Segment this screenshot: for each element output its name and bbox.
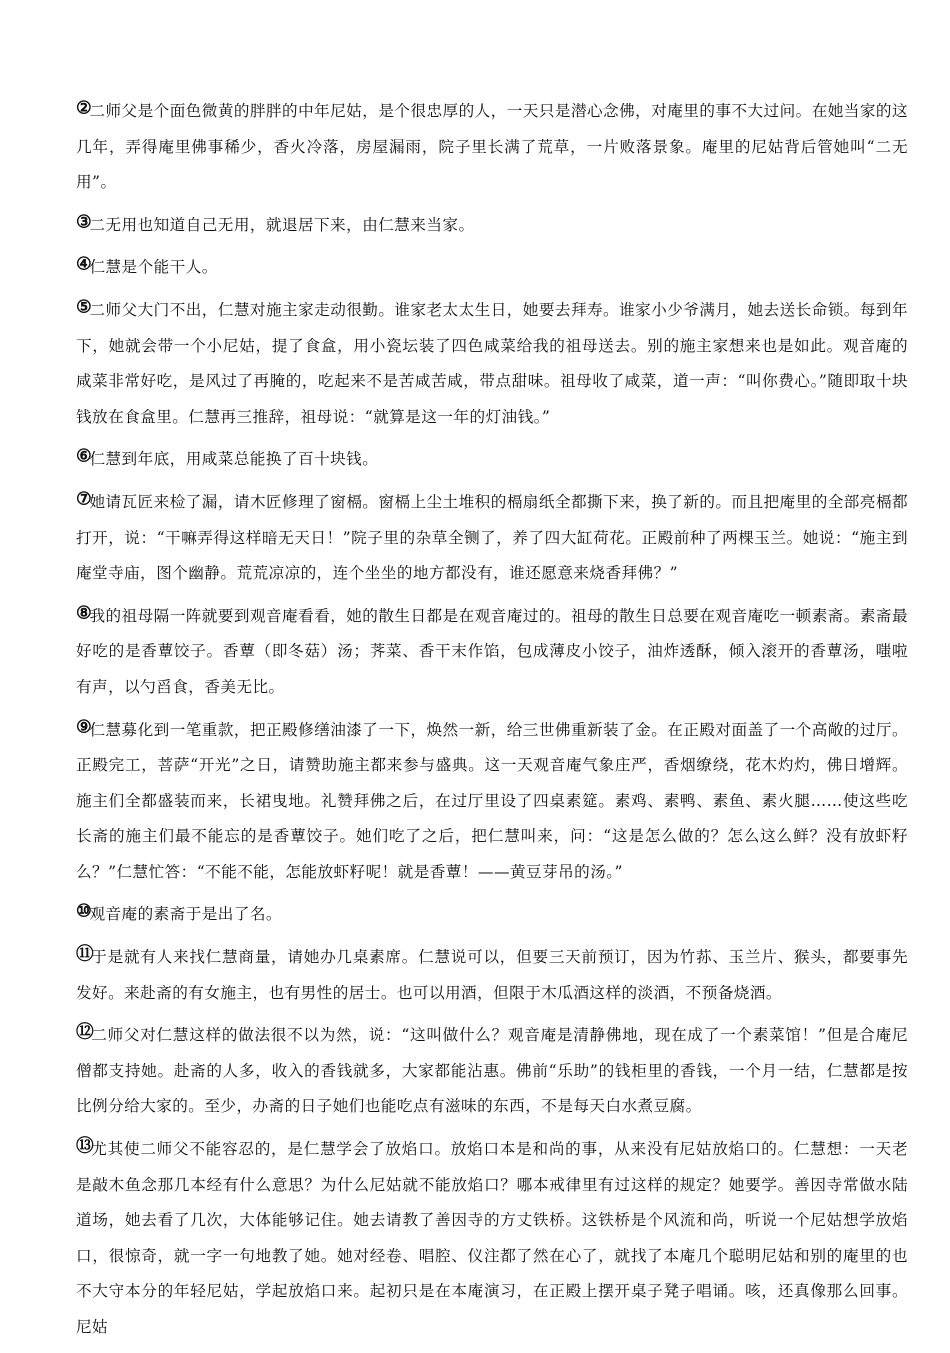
paragraph-7	[76, 485, 908, 592]
paragraph-number: ③	[76, 210, 91, 233]
paragraph-9	[76, 713, 908, 891]
paragraph-text: 二师父对仁慧这样的做法很不以为然，说：“这叫做什么？观音庵是清静佛地，现在成了一个素菜馆！”但是合庵尼僧都支持她。赴斋的人多，收入的香钱就多，大家都能沾惠。佛前“乐助”的钱柜里的香钱，一个月一结，仁慧都是按比例分给大家的。至少，办斋的日子她们也能吃点有滋味的东西，不是每天白水煮豆腐。	[76, 1026, 908, 1116]
paragraph-text: 我的祖母隔一阵就要到观音庵看看，她的散生日都是在观音庵过的。祖母的散生日总要在观音庵吃一顿素斋。素斋最好吃的是香蕈饺子。香蕈（即冬菇）汤；荠菜、香干末作馅，包成薄皮小饺子，油炸透酥，倾入滚开的香蕈汤，嗤啦有声，以勺舀食，香美无比。	[76, 606, 908, 696]
paragraph-3	[76, 208, 908, 244]
paragraph-text: 于是就有人来找仁慧商量，请她办几桌素席。仁慧说可以，但要三天前预订，因为竹荪、玉兰片、猴头，都要事先发好。来赴斋的有女施主，也有男性的居士。也可以用酒，但限于木瓜酒这样的淡酒，不预备烧酒。	[76, 948, 908, 1002]
paragraph-text: 观音庵的素斋于是出了名。	[89, 905, 282, 924]
paragraph-text: 二师父大门不出，仁慧对施主家走动很勤。谁家老太太生日，她要去拜寿。谁家小少爷满月，她去送长命锁。每到年下，她就会带一个小尼姑，提了食盒，用小瓷坛装了四色咸菜给我的祖母送去。别的施主家想来也是如此。观音庵的咸菜非常好吃，是风过了再腌的，吃起来不是苦咸苦咸，带点甜味。祖母收了咸菜，道一声：“叫你费心。”随即取十块钱放在食盒里。仁慧再三推辞，祖母说：“就算是这一年的灯油钱。”	[76, 300, 908, 426]
paragraph-text: 她请瓦匠来检了漏，请木匠修理了窗槅。窗槅上尘土堆积的槅扇纸全都撕下来，换了新的。而且把庵里的全部亮槅都打开，说：“干嘛弄得这样暗无天日！”院子里的杂草全铡了，养了四大缸荷花。正殿前种了两棵玉兰。她说：“施主到庵堂寺庙，图个幽静。荒荒凉凉的，连个坐坐的地方都没有，谁还愿意来烧香拜佛？”	[76, 492, 908, 583]
paragraph-4	[76, 250, 908, 286]
paragraph-number: ④	[76, 253, 91, 275]
paragraph-6	[76, 442, 908, 478]
paragraph-5	[76, 293, 908, 435]
paragraph-number: ⑪	[76, 943, 93, 965]
paragraph-number: ⑨	[76, 715, 91, 737]
paragraph-text: 二无用也知道自己无用，就退居下来，由仁慧来当家。	[89, 215, 475, 234]
paragraph-8	[76, 599, 908, 706]
paragraph-number: ⑫	[76, 1021, 93, 1043]
paragraph-number: ⑬	[76, 1135, 93, 1157]
document-page	[76, 94, 908, 1353]
paragraph-12	[76, 1018, 908, 1125]
paragraph-2	[76, 94, 908, 201]
paragraph-text: 仁慧募化到一笔重款，把正殿修缮油漆了一下，焕然一新，给三世佛重新装了金。在正殿对面盖了一个高敞的过厅。正殿完工，菩萨“开光”之日，请赞助施主都来参与盛典。这一天观音庵气象庄严，香烟缭绕，花木灼灼，佛日增辉。施主们全都盛装而来，长裙曳地。礼赞拜佛之后，在过厅里设了四桌素筵。素鸡、素鸭、素鱼、素火腿……使这些吃长斋的施主们最不能忘的是香蕈饺子。她们吃了之后，把仁慧叫来，问：“这是怎么做的？怎么这么鲜？没有放虾籽么？”仁慧忙答：“不能不能，怎能放虾籽呢！就是香蕈！——黄豆芽吊的汤。”	[76, 720, 908, 881]
paragraph-number: ⑦	[76, 487, 91, 510]
paragraph-number: ⑥	[76, 445, 91, 467]
paragraph-text: 仁慧是个能干人。	[89, 258, 218, 277]
paragraph-number: ⑩	[76, 900, 91, 922]
paragraph-number: ⑧	[76, 601, 91, 623]
paragraph-11	[76, 940, 908, 1011]
paragraph-number: ⑤	[76, 296, 91, 318]
paragraph-13	[76, 1132, 908, 1346]
paragraph-text: 仁慧到年底，用咸菜总能换了百十块钱。	[89, 450, 379, 469]
paragraph-10	[76, 897, 908, 933]
paragraph-text: 二师父是个面色微黄的胖胖的中年尼姑，是个很忠厚的人，一天只是潜心念佛，对庵里的事不大过问。在她当家的这几年，弄得庵里佛事稀少，香火冷落，房屋漏雨，院子里长满了荒草，一片败落景象。庵里的尼姑背后管她叫“二无用”。	[76, 102, 908, 192]
paragraph-text: 尤其使二师父不能容忍的，是仁慧学会了放焰口。放焰口本是和尚的事，从来没有尼姑放焰口的。仁慧想：一天老是敲木鱼念那几本经有什么意思？为什么尼姑就不能放焰口？哪本戒律里有过这样的规定？她要学。善因寺常做水陆道场，她去看了几次，大体能够记住。她去请教了善因寺的方丈铁桥。这铁桥是个风流和尚，听说一个尼姑想学放焰口，很惊奇，就一字一句地教了她。她对经卷、唱腔、仪注都了然在心了，就找了本庵几个聪明尼姑和别的庵里的也不大守本分的年轻尼姑，学起放焰口来。起初只是在本庵演习，在正殿上摆开桌子凳子唱诵。咳，还真像那么回事。尼姑	[76, 1140, 908, 1336]
paragraph-number: ②	[76, 97, 91, 119]
